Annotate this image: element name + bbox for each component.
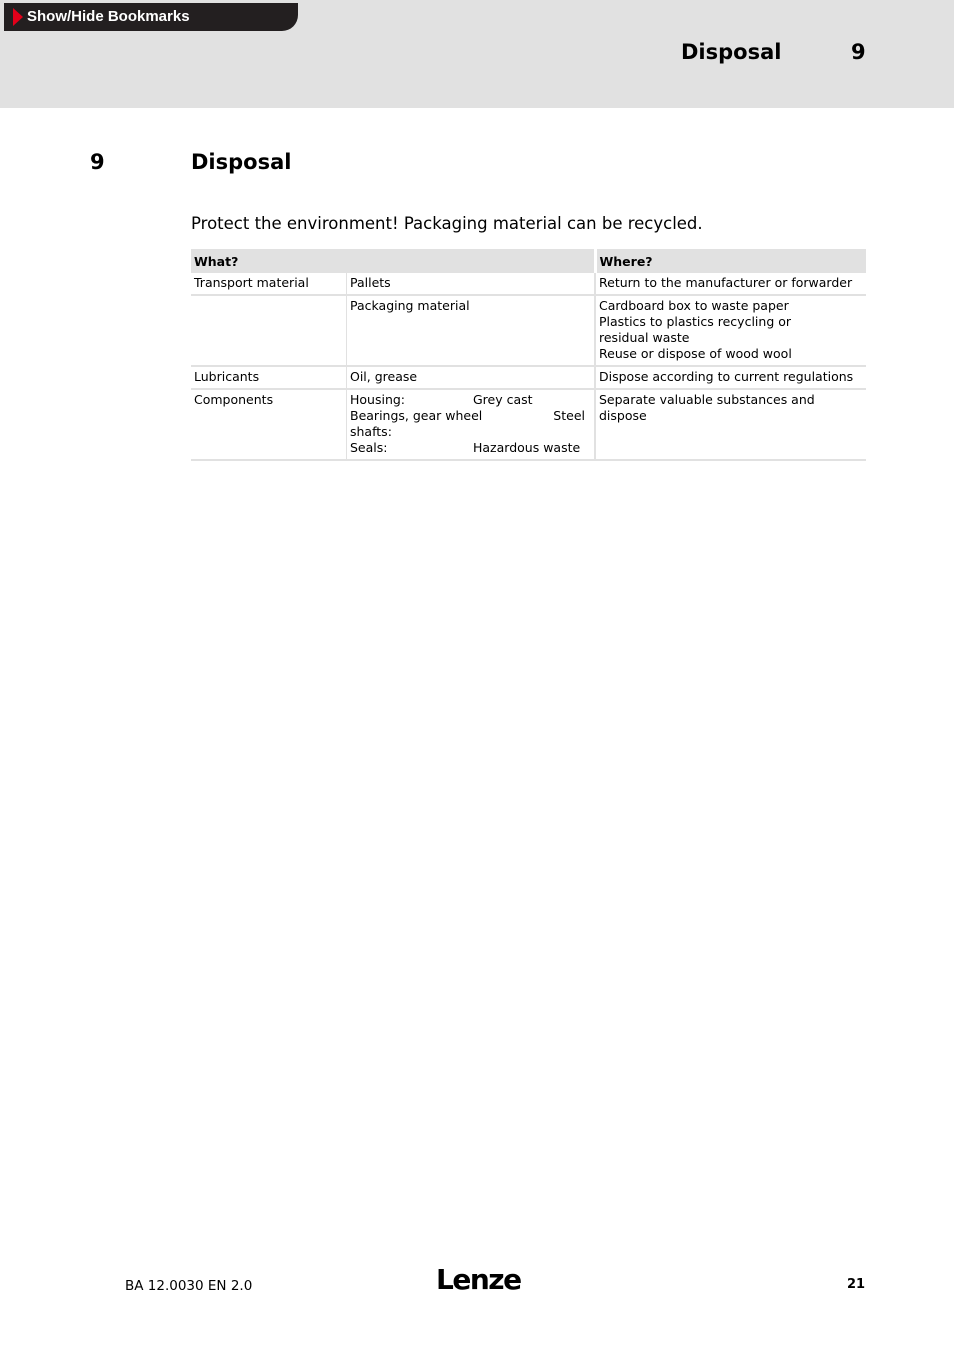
- item-cell: Pallets: [347, 273, 596, 295]
- section-number: 9: [90, 150, 105, 174]
- disposal-table: [191, 249, 866, 461]
- header-where: Where?: [595, 249, 866, 273]
- where-cell: Return to the manufacturer or forwarder: [595, 273, 866, 295]
- material-label: Bearings, gear wheel shafts:: [350, 408, 483, 439]
- page-header: [0, 0, 954, 108]
- section-title: Disposal: [191, 150, 292, 174]
- triangle-right-icon: [13, 8, 23, 26]
- material-pair: [350, 408, 591, 440]
- item-cell: Oil, grease: [347, 366, 596, 389]
- table-row: [191, 389, 866, 460]
- material-value: Steel: [553, 408, 585, 423]
- header-chapter-number: 9: [851, 40, 866, 64]
- material-label: Housing:: [350, 392, 406, 407]
- table-row: [191, 295, 866, 366]
- intro-text: Protect the environment! Packaging material can be recycled.: [191, 214, 703, 233]
- where-cell: Separate valuable substances and dispose: [595, 389, 866, 460]
- category-cell: Transport material: [191, 273, 347, 295]
- bookmarks-button-label: Show/Hide Bookmarks: [27, 8, 190, 25]
- lenze-logo: Lenze: [436, 1263, 521, 1296]
- material-value: Grey cast: [473, 392, 533, 407]
- category-cell: [191, 295, 347, 366]
- material-value: Hazardous waste: [473, 440, 581, 455]
- item-cell: [347, 389, 596, 460]
- show-hide-bookmarks-button[interactable]: [4, 3, 298, 31]
- document-id: BA 12.0030 EN 2.0: [125, 1278, 253, 1294]
- material-pair: [350, 392, 591, 408]
- header-what: What?: [191, 249, 595, 273]
- page-number: 21: [847, 1277, 866, 1292]
- where-cell: Dispose according to current regulations: [595, 366, 866, 389]
- material-label: Seals:: [350, 440, 388, 455]
- item-cell: Packaging material: [347, 295, 596, 366]
- where-cell: [595, 295, 866, 366]
- table-header-row: [191, 249, 866, 273]
- where-line: Reuse or dispose of wood wool: [599, 346, 792, 361]
- category-cell: Components: [191, 389, 347, 460]
- category-cell: Lubricants: [191, 366, 347, 389]
- table-row: [191, 366, 866, 389]
- header-title: Disposal: [681, 40, 782, 64]
- where-line: Plastics to plastics recycling or residual waste: [599, 314, 792, 345]
- table-row: [191, 273, 866, 295]
- material-pair: [350, 440, 591, 456]
- where-line: Cardboard box to waste paper: [599, 298, 789, 313]
